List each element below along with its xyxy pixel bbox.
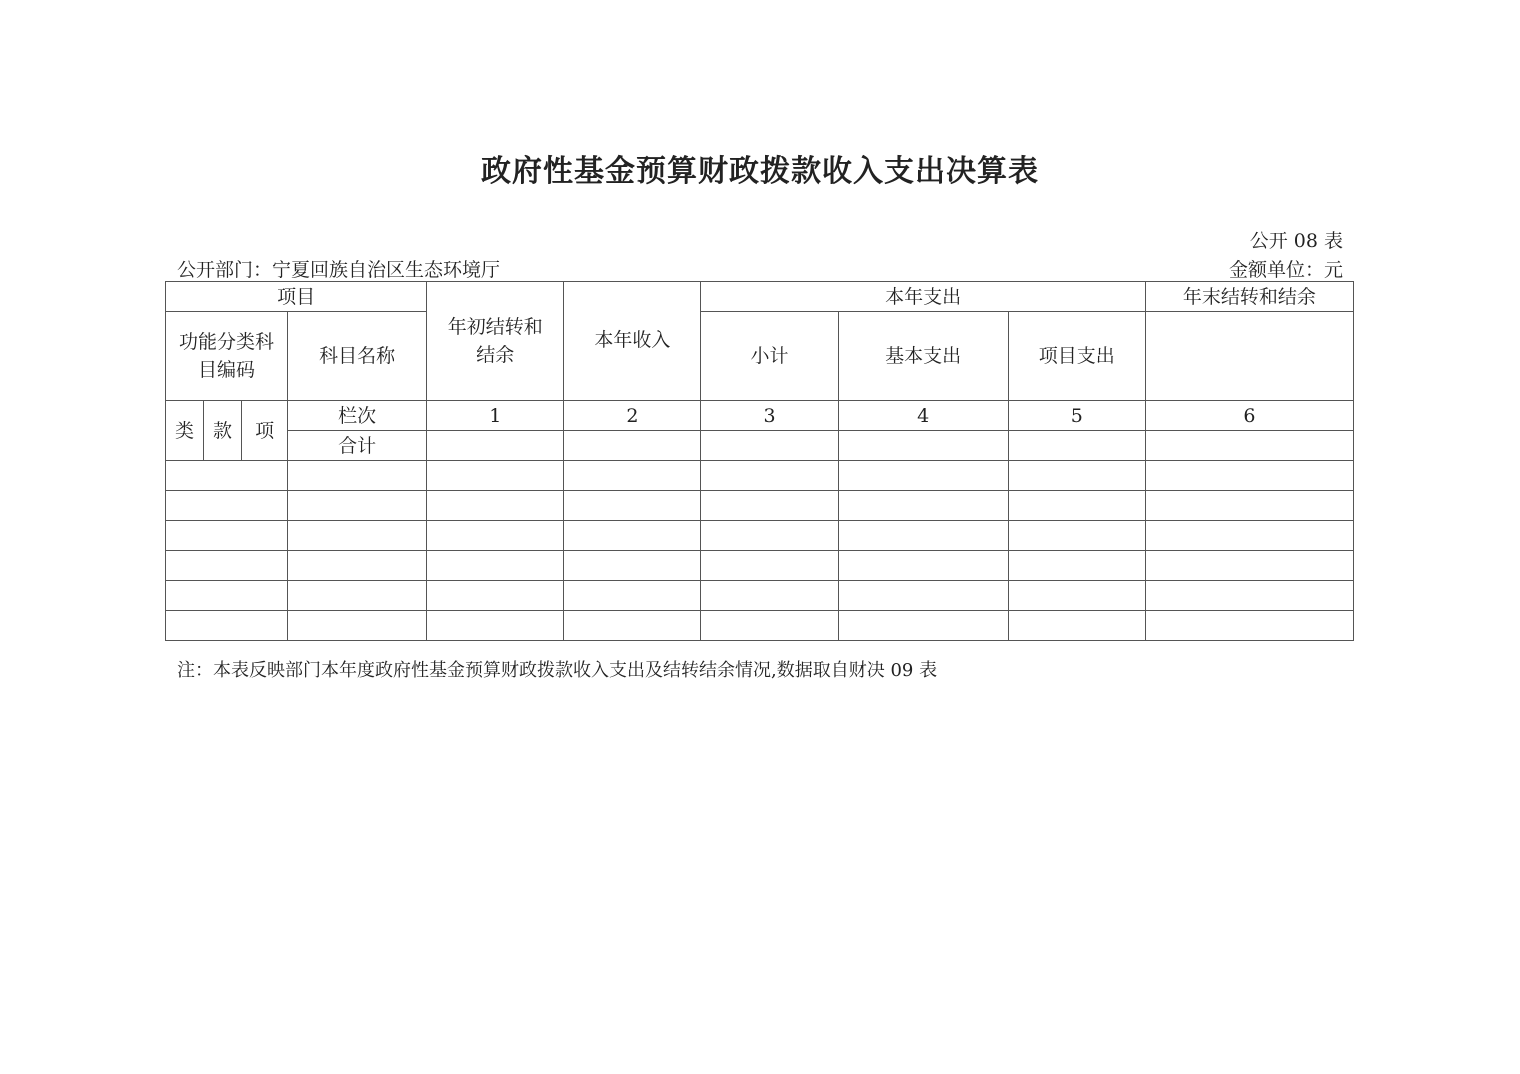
amount-unit-label: 金额单位：元 <box>1228 259 1343 281</box>
table-cell <box>427 551 564 581</box>
table-cell <box>288 551 427 581</box>
table-cell <box>838 581 1008 611</box>
table-cell <box>701 491 838 521</box>
table-cell <box>427 461 564 491</box>
column-label: 栏次 <box>288 401 427 431</box>
table-cell <box>1145 431 1353 461</box>
table-row <box>166 491 1354 521</box>
table-cell <box>427 581 564 611</box>
table-cell <box>1145 551 1353 581</box>
table-cell <box>838 551 1008 581</box>
table-cell <box>427 521 564 551</box>
column-number: 5 <box>1008 401 1145 431</box>
table-cell <box>1008 551 1145 581</box>
table-cell <box>838 521 1008 551</box>
table-cell <box>1008 461 1145 491</box>
table-cell <box>166 491 288 521</box>
opening-balance-header: 年初结转和结余 <box>427 282 564 401</box>
table-row <box>166 581 1354 611</box>
table-row <box>166 461 1354 491</box>
form-code: 公开 08 表 <box>1249 230 1343 252</box>
header-row-1 <box>166 282 1354 312</box>
table-cell <box>166 551 288 581</box>
department-label: 公开部门：宁夏回族自治区生态环境厅 <box>177 259 501 281</box>
table-cell <box>701 521 838 551</box>
table-cell <box>838 461 1008 491</box>
table-cell <box>701 431 838 461</box>
table-cell <box>1008 581 1145 611</box>
table-cell <box>564 581 701 611</box>
table-cell <box>166 461 288 491</box>
table-cell <box>1145 461 1353 491</box>
column-number: 4 <box>838 401 1008 431</box>
total-row <box>166 431 1354 461</box>
table-cell <box>427 431 564 461</box>
table-cell <box>1145 581 1353 611</box>
table-cell <box>288 611 427 641</box>
table-cell <box>427 611 564 641</box>
column-number-row <box>166 401 1354 431</box>
section-label: 款 <box>204 401 242 461</box>
table-cell <box>1145 611 1353 641</box>
table-cell <box>564 521 701 551</box>
table-cell <box>564 461 701 491</box>
class-label: 类 <box>166 401 204 461</box>
table-cell <box>701 461 838 491</box>
header-row-2 <box>166 312 1354 401</box>
table-cell <box>1145 491 1353 521</box>
table-cell <box>1145 521 1353 551</box>
column-number: 6 <box>1145 401 1353 431</box>
closing-balance-blank <box>1145 312 1353 401</box>
table-cell <box>564 611 701 641</box>
table-cell <box>838 611 1008 641</box>
closing-balance-header: 年末结转和结余 <box>1145 282 1353 312</box>
table-cell <box>701 611 838 641</box>
table-cell <box>701 581 838 611</box>
project-header: 项目 <box>166 282 427 312</box>
column-number: 1 <box>427 401 564 431</box>
table-cell <box>838 431 1008 461</box>
project-expenditure-header: 项目支出 <box>1008 312 1145 401</box>
function-code-header: 功能分类科目编码 <box>166 312 288 401</box>
table-row <box>166 521 1354 551</box>
expenditure-header: 本年支出 <box>701 282 1145 312</box>
table-row <box>166 551 1354 581</box>
table-cell <box>288 461 427 491</box>
table-cell <box>564 431 701 461</box>
table-cell <box>1008 431 1145 461</box>
basic-expenditure-header: 基本支出 <box>838 312 1008 401</box>
subject-name-header: 科目名称 <box>288 312 427 401</box>
table-cell <box>166 611 288 641</box>
page-title: 政府性基金预算财政拨款收入支出决算表 <box>481 154 1039 189</box>
table-row <box>166 611 1354 641</box>
table-cell <box>166 521 288 551</box>
table-cell <box>564 491 701 521</box>
table-cell <box>288 491 427 521</box>
table-cell <box>564 551 701 581</box>
column-number: 2 <box>564 401 701 431</box>
total-label: 合计 <box>288 431 427 461</box>
footnote: 注：本表反映部门本年度政府性基金预算财政拨款收入支出及结转结余情况,数据取自财决 09 表 <box>177 660 938 681</box>
item-label: 项 <box>242 401 288 461</box>
table-cell <box>427 491 564 521</box>
table-cell <box>1008 611 1145 641</box>
income-header: 本年收入 <box>564 282 701 401</box>
column-number: 3 <box>701 401 838 431</box>
table-cell <box>838 491 1008 521</box>
budget-table <box>165 281 1354 641</box>
table-cell <box>1008 521 1145 551</box>
table-cell <box>1008 491 1145 521</box>
table-cell <box>288 521 427 551</box>
table-cell <box>166 581 288 611</box>
table-cell <box>288 581 427 611</box>
table-cell <box>701 551 838 581</box>
subtotal-header: 小计 <box>701 312 838 401</box>
